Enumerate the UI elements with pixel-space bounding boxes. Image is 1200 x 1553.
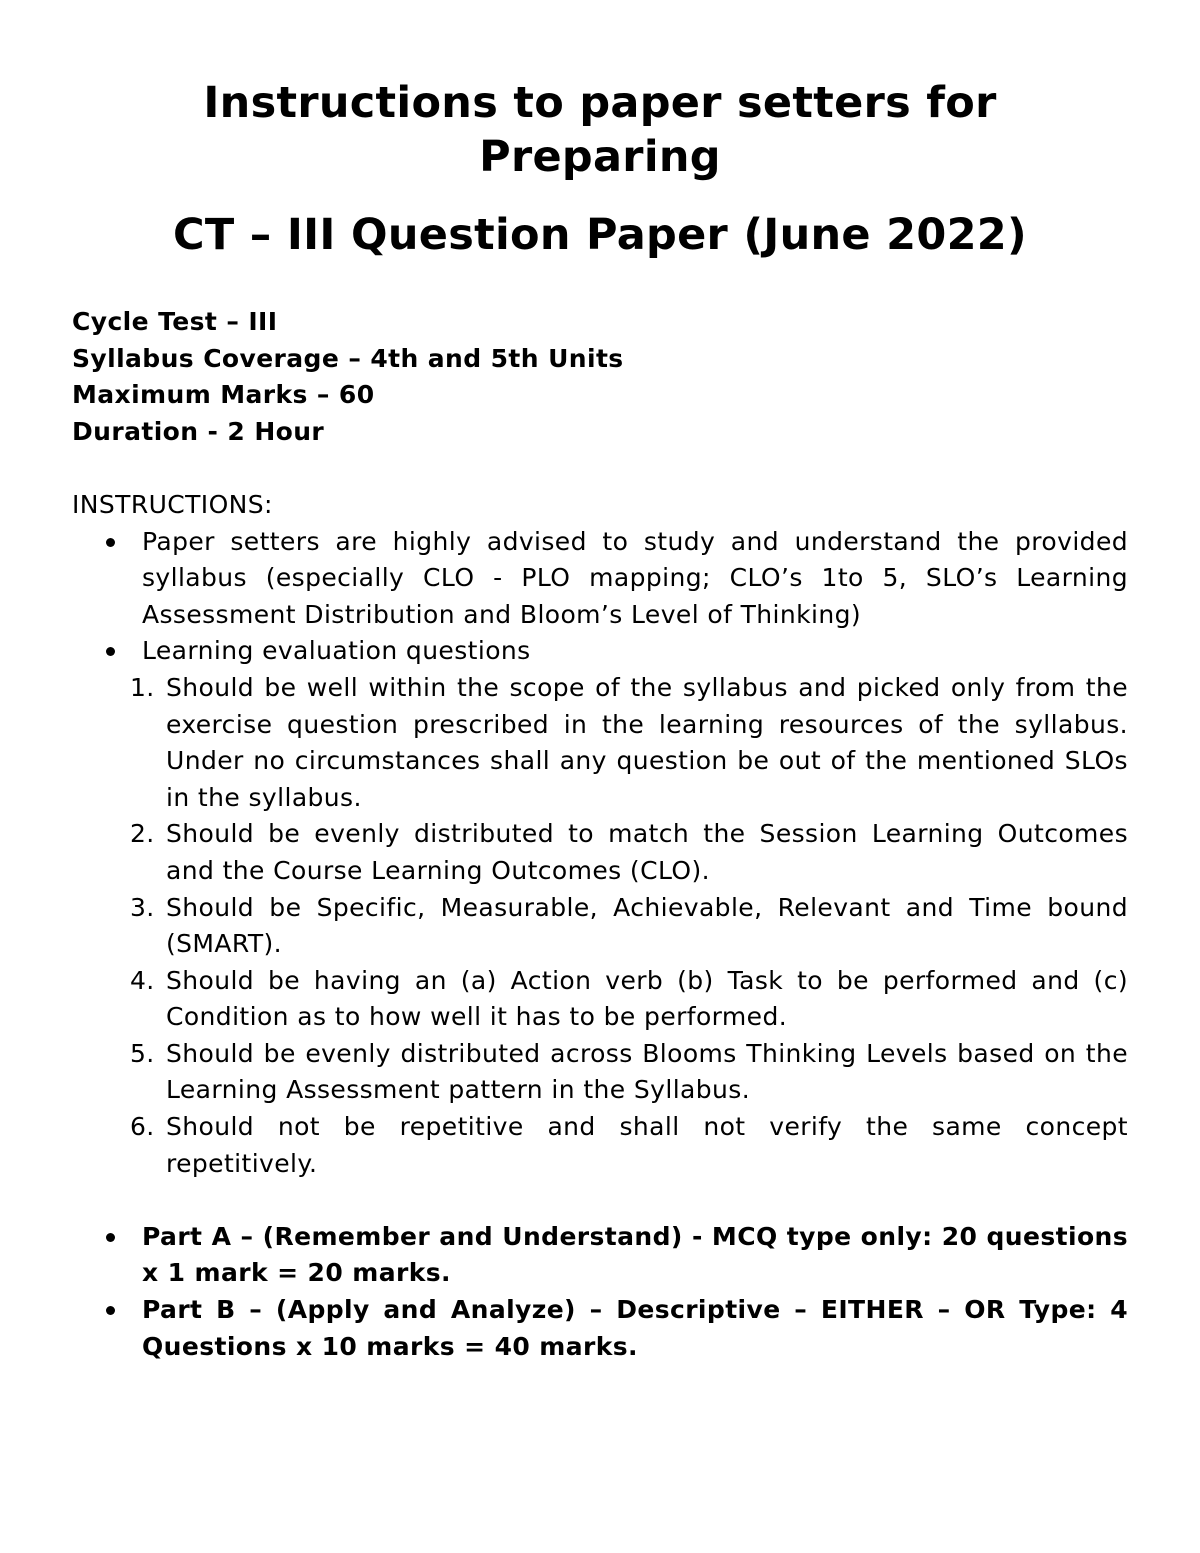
instruction-item-learning-evaluation — [72, 633, 1128, 670]
criteria-number: 3. — [130, 892, 155, 922]
question-parts-list — [72, 1219, 1128, 1365]
instruction-text: Learning evaluation questions — [142, 636, 531, 666]
syllabus-coverage-line: Syllabus Coverage – 4th and 5th Units — [72, 343, 624, 373]
criteria-item — [72, 1109, 1128, 1182]
part-a-item — [72, 1219, 1128, 1292]
part-b-item — [72, 1292, 1128, 1365]
criteria-number: 5. — [130, 1038, 155, 1068]
criteria-number: 1. — [130, 672, 155, 702]
criteria-item — [72, 890, 1128, 963]
title-line-1: Instructions to paper setters for — [203, 78, 997, 128]
part-a-text: Part A – (Remember and Understand) - MCQ type only: 20 questions x 1 mark = 20 marks. — [142, 1221, 1128, 1288]
criteria-item — [72, 963, 1128, 1036]
duration-line: Duration - 2 Hour — [72, 416, 325, 446]
instruction-item-study-syllabus — [72, 524, 1128, 634]
title-line-2: Preparing — [479, 132, 721, 182]
criteria-number: 6. — [130, 1112, 155, 1142]
bullet-dot-icon — [106, 538, 115, 547]
criteria-text: Should be well within the scope of the syllabus and picked only from the exercise question prescribed in the learning resources of the syllabus. Under no circumstances shall any question be out of the mentioned SLOs in the syllabus. — [166, 672, 1128, 812]
exam-details — [72, 304, 1128, 450]
maximum-marks-line: Maximum Marks – 60 — [72, 380, 375, 410]
cycle-test-line: Cycle Test – III — [72, 307, 278, 336]
criteria-text: Should be evenly distributed to match the Session Learning Outcomes and the Course Learning Outcomes (CLO). — [166, 819, 1128, 885]
criteria-text: Should not be repetitive and shall not verify the same concept repetitively. — [166, 1112, 1128, 1178]
criteria-item — [72, 1036, 1128, 1109]
criteria-text: Should be having an (a) Action verb (b) Task to be performed and (c) Condition as to how well it has to be performed. — [166, 965, 1128, 1032]
bullet-dot-icon — [106, 1233, 115, 1242]
criteria-number: 2. — [130, 819, 155, 849]
criteria-text: Should be Specific, Measurable, Achievable, Relevant and Time bound (SMART). — [166, 892, 1128, 959]
evaluation-criteria-list — [72, 670, 1128, 1182]
document-title — [72, 76, 1128, 184]
criteria-item — [72, 670, 1128, 816]
criteria-text: Should be evenly distributed across Blooms Thinking Levels based on the Learning Assessment pattern in the Syllabus. — [166, 1038, 1128, 1105]
instruction-text: Paper setters are highly advised to study and understand the provided syllabus (especially CLO - PLO mapping; CLO’s 1to 5, SLO’s Learning Assessment Distribution and Bloom’s Level of Thinking) — [142, 526, 1128, 629]
part-b-text: Part B – (Apply and Analyze) – Descriptive – EITHER – OR Type: 4 Questions x 10 marks = 40 marks. — [142, 1295, 1128, 1361]
criteria-item — [72, 816, 1128, 889]
instructions-list — [72, 524, 1128, 670]
bullet-dot-icon — [106, 1306, 115, 1315]
blank-line — [72, 1182, 1128, 1219]
bullet-dot-icon — [106, 647, 115, 656]
document-subtitle: CT – III Question Paper (June 2022) — [173, 210, 1027, 260]
criteria-number: 4. — [130, 965, 155, 995]
instructions-label: INSTRUCTIONS: — [72, 489, 273, 519]
